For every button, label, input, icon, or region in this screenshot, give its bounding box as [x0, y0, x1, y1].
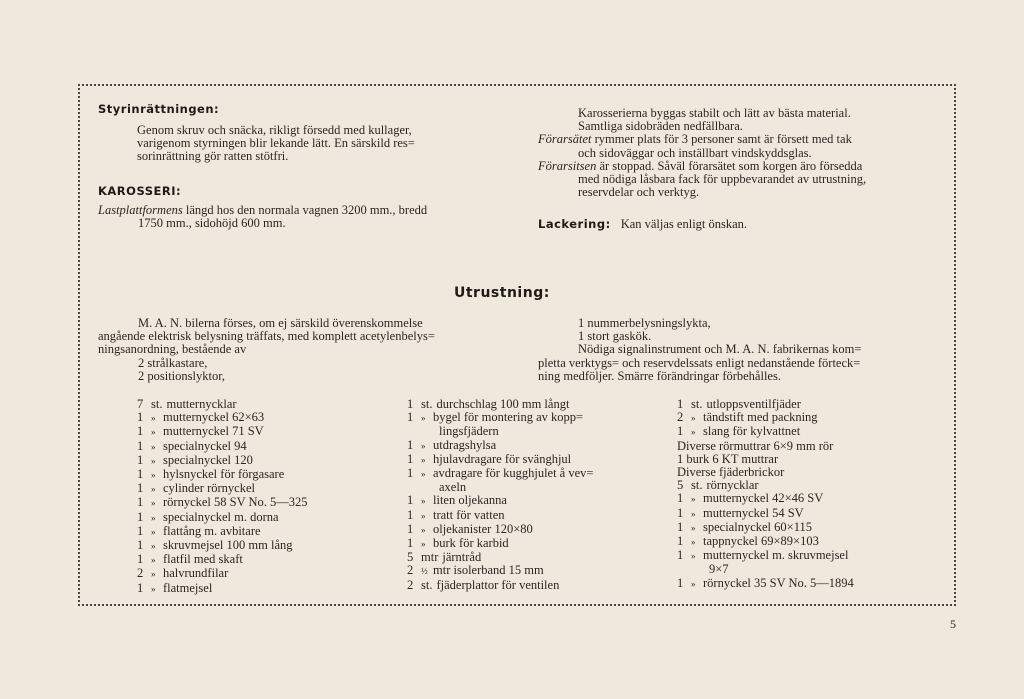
tool-unit: » [421, 510, 426, 521]
tool-item [137, 496, 308, 510]
tool-item [137, 425, 308, 439]
tool-quantity: 2 [137, 566, 144, 581]
tool-quantity: 1 [137, 424, 144, 439]
tool-quantity: 1 [407, 437, 414, 452]
tool-name: mutternyckel 42×46 SV [703, 491, 824, 506]
tool-name: 9×7 [709, 562, 729, 577]
tool-name: mutternycklar [166, 397, 237, 411]
tool-item [137, 511, 308, 525]
tool-unit: » [691, 413, 696, 424]
tool-item [407, 467, 593, 481]
tool-name: mutternyckel 54 SV [703, 505, 804, 520]
tool-name: tappnyckel 69×89×103 [703, 534, 819, 549]
tool-quantity: 1 [137, 495, 144, 510]
tool-item [407, 523, 593, 537]
tool-unit: » [421, 496, 426, 507]
tool-unit: ½ [421, 566, 428, 577]
tool-item [677, 549, 854, 563]
tool-name: slang för kylvattnet [703, 424, 801, 439]
tool-unit: » [151, 484, 156, 495]
tool-item [137, 539, 308, 553]
tool-item [137, 411, 308, 425]
forarsatet-label: Förarsätet [538, 132, 592, 147]
tool-quantity: 1 [407, 397, 414, 411]
tool-name: hjulavdragare för svänghjul [433, 451, 572, 466]
tool-unit: » [691, 494, 696, 505]
tool-name: specialnyckel 60×115 [703, 519, 812, 534]
tool-item [407, 411, 593, 425]
tool-item [407, 453, 593, 467]
tool-item [677, 507, 854, 521]
tool-quantity: 1 [407, 451, 414, 466]
tool-indent [407, 425, 439, 438]
tool-quantity: 1 [137, 438, 144, 453]
tool-name: mutternyckel 71 SV [163, 424, 264, 439]
tool-item [137, 553, 308, 567]
tool-unit: » [151, 569, 156, 580]
tool-name: mutternyckel m. skruvmejsel [703, 548, 849, 563]
tool-unit: » [421, 539, 426, 550]
tool-unit: » [151, 427, 156, 438]
tool-item [137, 567, 308, 581]
tool-quantity: 1 [677, 397, 684, 411]
tool-item [677, 425, 854, 439]
tool-unit: st. [691, 397, 703, 411]
tool-name: specialnyckel m. dorna [163, 509, 279, 524]
tool-quantity: 1 [137, 481, 144, 496]
tool-item [407, 439, 593, 453]
tool-unit: » [151, 413, 156, 424]
tool-item [677, 521, 854, 535]
tool-unit: » [421, 440, 426, 451]
tool-name: flattång m. avbitare [163, 523, 261, 538]
tool-quantity: 1 [137, 552, 144, 567]
tool-quantity: 1 [137, 538, 144, 553]
tool-quantity: 7 [137, 397, 144, 411]
tool-item [677, 466, 854, 479]
tool-item [407, 537, 593, 551]
tool-unit: » [421, 469, 426, 480]
tool-unit: » [421, 413, 426, 424]
tool-quantity: 1 [407, 410, 414, 425]
tool-quantity: 5 [407, 550, 414, 565]
tool-unit: » [691, 551, 696, 562]
tool-name: burk för karbid [433, 536, 509, 551]
tool-item [677, 411, 854, 425]
karosserier-text: Karosserierna byggas stabilt och lätt av bästa material. Samtliga sidobräden nedfällbara. Förarsätet rymmer plats för 3 personer samt är försett med tak och sidoväggar och inställbart vindskyddsglas. Förarsitsen är stoppad. Såväl förarsätet som korgen äro försedda med nödiga låsbara fack för uppbevarandet av utrustning, reservdelar och verktyg. [538, 106, 867, 200]
tool-name: avdragare för kugghjulet å vev= [433, 466, 594, 481]
tool-name: flatfil med skaft [163, 552, 243, 567]
tool-item [137, 482, 308, 496]
tool-item [677, 535, 854, 549]
tool-quantity: 2 [407, 577, 414, 592]
tool-quantity: 1 [407, 507, 414, 522]
tool-quantity: 1 [677, 424, 684, 439]
tool-name: halvrundfilar [163, 566, 229, 581]
tool-quantity: 1 [677, 534, 684, 549]
tool-quantity: 1 [137, 509, 144, 524]
lastplattform-label: Lastplattformens [98, 203, 183, 217]
page-number: 5 [950, 617, 956, 631]
tool-name: tratt för vatten [433, 507, 505, 522]
tool-name: utloppsventilfjäder [706, 397, 801, 411]
styrinrattning-line: Genom skruv och snäcka, rikligt försedd med kullager, [137, 123, 412, 137]
styrinrattning-line: sorinrättning gör ratten stötfri. [137, 149, 289, 164]
tool-quantity: 2 [677, 410, 684, 425]
tool-unit: » [151, 541, 156, 552]
tool-unit: » [151, 498, 156, 509]
utrustning-heading: Utrustning: [454, 285, 550, 301]
tool-list-col3 [677, 398, 854, 591]
tool-unit: » [151, 555, 156, 566]
tool-quantity: 1 [137, 523, 144, 538]
tool-name: liten oljekanna [433, 493, 507, 508]
tool-unit: » [151, 526, 156, 537]
tool-quantity: 1 [137, 452, 144, 467]
tool-quantity: 1 [677, 505, 684, 520]
tool-item [137, 454, 308, 468]
tool-name: järntråd [442, 550, 482, 565]
tool-unit: st. [421, 397, 433, 411]
tool-name: bygel för montering av kopp= [433, 410, 584, 425]
tool-unit: » [151, 470, 156, 481]
karosseri-text: Lastplattformens längd hos den normala vagnen 3200 mm., bredd 1750 mm., sidohöjd 600 mm. [98, 203, 428, 231]
styrinrattning-line: varigenom styrningen blir lekande lätt. En särskild res= [137, 136, 415, 151]
tool-unit: st. [151, 397, 163, 411]
tool-name: rörnycklar [706, 478, 759, 493]
tool-unit: » [691, 522, 696, 533]
tool-unit: » [421, 454, 426, 465]
tool-quantity: 1 [137, 580, 144, 595]
tool-quantity: 1 [677, 575, 684, 590]
tool-quantity: 5 [677, 478, 684, 493]
tool-list-col1 [137, 398, 308, 596]
tool-item [407, 509, 593, 523]
tool-name: specialnyckel 94 [163, 438, 247, 453]
utrustning-left-text: M. A. N. bilerna förses, om ej särskild överenskommelse angående elektrisk belysning träffats, med komplett acetylenbelys= ningsanordning, bestående av 2 strålkastare, 2 positionslyktor, [98, 316, 435, 383]
tool-name: 1 burk 6 KT muttrar [677, 451, 779, 466]
tool-item [137, 440, 308, 454]
tool-quantity: 1 [677, 491, 684, 506]
styrinrattning-heading: Styrinrättningen: [98, 102, 220, 116]
tool-name: mutternyckel 62×63 [163, 410, 265, 425]
tool-item [677, 440, 854, 453]
tool-item [407, 579, 593, 592]
karosseri-heading: KAROSSERI: [98, 184, 182, 198]
tool-item [407, 494, 593, 508]
tool-unit: » [691, 578, 696, 589]
tool-name: specialnyckel 120 [163, 452, 253, 467]
tool-name: utdragshylsa [433, 437, 497, 452]
tool-item [137, 582, 308, 596]
tool-unit: » [151, 441, 156, 452]
tool-quantity: 1 [407, 536, 414, 551]
tool-name: durchschlag 100 mm långt [436, 397, 570, 411]
tool-quantity: 1 [407, 493, 414, 508]
lackering-heading: Lackering: [538, 217, 611, 231]
utrustning-right-text: 1 nummerbelysningslykta, 1 stort gaskök. Nödiga signalinstrument och M. A. N. fabrikernas kom= pletta verktygs= och reservdelssats enligt nedanstående förteck= ning medföljer. Smärre förändringar förbehålles. [538, 316, 862, 383]
tool-name: fjäderplattor för ventilen [436, 577, 560, 592]
forarsitsen-label: Förarsitsen [538, 158, 597, 173]
tool-name: Diverse rörmuttrar 6×9 mm rör [677, 438, 834, 453]
tool-name: rörnyckel 35 SV No. 5—1894 [703, 575, 854, 590]
tool-name: mtr isolerband 15 mm [433, 563, 544, 578]
tool-item [137, 468, 308, 482]
tool-name: axeln [439, 480, 467, 495]
tool-item [407, 425, 593, 438]
tool-unit: » [691, 508, 696, 519]
tool-name: tändstift med packning [703, 410, 818, 425]
tool-quantity: 1 [407, 521, 414, 536]
tool-unit: » [421, 524, 426, 535]
lackering-text: Kan väljas enligt önskan. [620, 217, 748, 231]
tool-unit: » [691, 537, 696, 548]
tool-name: flatmejsel [163, 580, 213, 595]
tool-list-col2 [407, 398, 593, 592]
tool-name: skruvmejsel 100 mm lång [163, 538, 293, 553]
tool-unit: » [151, 583, 156, 594]
lackering-row [538, 215, 747, 233]
tool-quantity: 1 [137, 410, 144, 425]
tool-name: Diverse fjäderbrickor [677, 465, 785, 480]
tool-quantity: 1 [137, 467, 144, 482]
tool-unit: » [151, 455, 156, 466]
tool-item [407, 564, 593, 578]
tool-name: cylinder rörnyckel [163, 481, 255, 496]
tool-item [677, 577, 854, 591]
tool-unit: » [691, 427, 696, 438]
styrinrattning-text [137, 124, 415, 164]
tool-quantity: 1 [677, 519, 684, 534]
tool-name: lingsfjädern [439, 424, 499, 439]
tool-item [137, 525, 308, 539]
tool-item [677, 563, 854, 576]
tool-quantity: 1 [677, 548, 684, 563]
tool-quantity: 1 [407, 466, 414, 481]
tool-indent [677, 563, 709, 576]
tool-unit: st. [421, 577, 433, 592]
tool-name: rörnyckel 58 SV No. 5—325 [163, 495, 308, 510]
tool-name: oljekanister 120×80 [433, 521, 533, 536]
tool-quantity: 2 [407, 563, 414, 578]
tool-unit: st. [691, 478, 703, 493]
tool-unit: » [151, 512, 156, 523]
tool-item [677, 492, 854, 506]
tool-unit: mtr [421, 550, 439, 565]
tool-name: hylsnyckel för förgasare [163, 467, 285, 482]
